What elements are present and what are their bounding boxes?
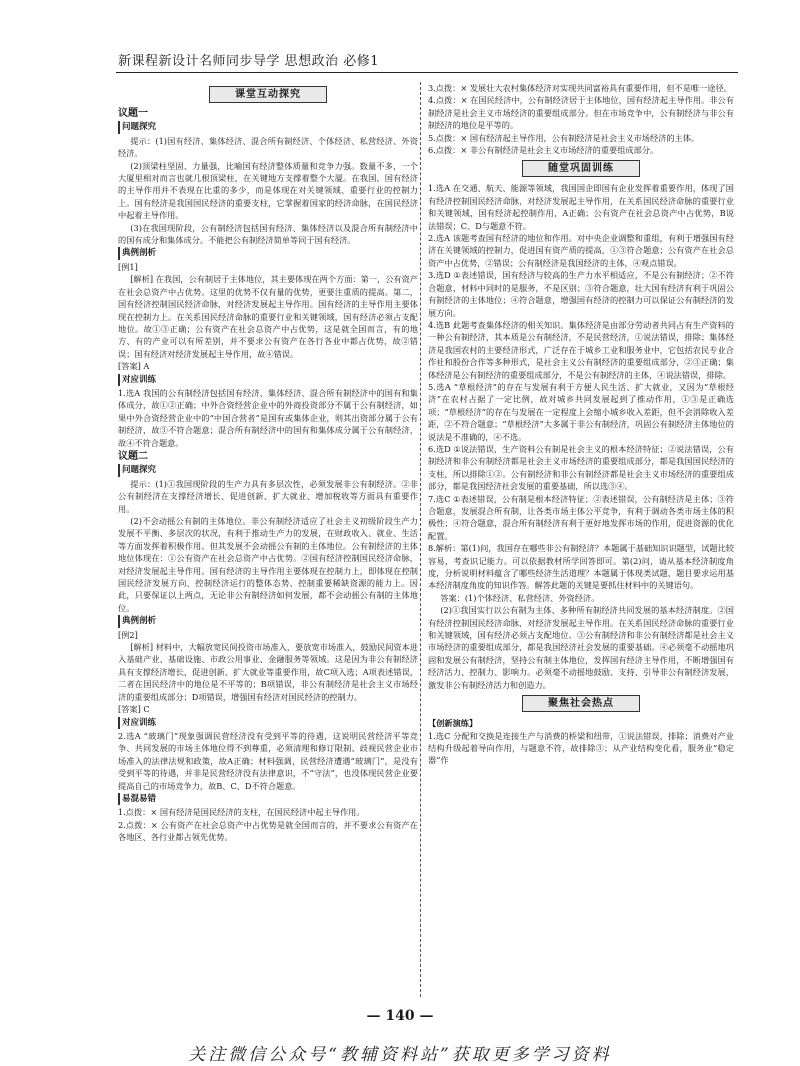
answer: [答案] A <box>118 361 150 372</box>
paragraph: 1.选C 分配和交换是连接生产与消费的桥梁和纽带，①说法错误，排除；消费对产业结构升级起着导向作用，与题意不符，故排除③；从产业结构变化看，服务业“稳定器”作 <box>428 730 734 766</box>
example-tag: [例2] <box>118 629 138 640</box>
paragraph: 3.选D ①表述错误，国有经济与较高的生产力水平相适应，不是公有制经济；②不符合题意，材料中同时的是服务，不是区别；③符合题意，壮大国有经济有利于巩固公有制经济的主体地位；④符合题意，增强国有经济的控制力可以保证公有制经济的发展方向。 <box>428 270 734 318</box>
footer-note: 关注微信公众号“教辅资料站”获取更多学习资料 <box>188 1045 612 1065</box>
label-error: 易混易错 <box>118 793 418 805</box>
column-divider <box>420 82 421 997</box>
paragraph: (3)在我国现阶段，公有制经济包括国有经济、集体经济以及混合所有制经济中的国有成分和集体成分。不能把公有制经济简单等同于国有经济。 <box>118 222 418 246</box>
paragraph: 5.点拨：× 国有经济起主导作用，公有制经济是社会主义市场经济的主体。 <box>428 132 700 143</box>
paragraph: 3.点拨：× 发展壮大农村集体经济对实现共同富裕具有重要作用，但不是唯一途径。 <box>428 83 732 93</box>
paragraph: 2.选A 该题考查国有经济的地位和作用。对中央企业调整和重组，有利于增强国有经济在关键领域的控制力，促进国有资产质的提高，①③符合题意；公有资产在社会总资产中占优势，②错误；公有制经济是我国经济的主体，④观点错误。 <box>428 233 734 268</box>
answer: [答案] C <box>118 704 150 715</box>
paragraph: 答案：(1)个体经济、私营经济、外资经济。 <box>440 592 600 603</box>
paragraph: 提示：(1)国有经济、集体经济、混合所有制经济、个体经济、私营经济、外资经济。 <box>118 135 418 159</box>
section-banner: 随堂巩固训练 <box>522 160 640 177</box>
paragraph: (2)①我国实行以公有制为主体、多种所有制经济共同发展的基本经济制度。②国有经济控制国民经济命脉，对经济发展起主导作用。在关系国民经济命脉的重要行业和关键领域，国有经济必须占支配地位。③公有制经济和非公有制经济都是社会主义市场经济的重要组成部分，都是我国经济社会发展的重要基础。④必须毫不动摇地巩固和发展公有制经济，坚持公有制主体地位，发挥国有经济主导作用，不断增强国有经济活力、控制力、影响力。必须毫不动摇地鼓励、支持、引导非公有制经济发展，激发非公有制经济活力和创造力。 <box>428 605 734 690</box>
paragraph: 2.选A “玻璃门”现象强调民营经济没有受到平等的待遇，这说明民营经济平等竞争、共同发展的市场主体地位得不到尊重，必须清理和修订限制、歧视民营企业市场准入的法律法规和政策，故A正确；材料强调，民营经济遭遇“玻璃门”，是没有受到平等的待遇，并非是民营经济没有法律意识，不“守法”，也没体现民营企业要提高自己的市场竞争力，故B、C、D不符合题意。 <box>118 730 418 791</box>
paragraph: 4.点拨：× 在国民经济中，公有制经济居于主体地位，国有经济起主导作用。非公有制经济是社会主义市场经济的重要组成部分。但在市场竞争中，公有制经济与非公有制经济的地位是平等的。 <box>428 95 734 131</box>
label-training: 对应训练 <box>118 717 418 729</box>
paragraph: 提示：(1)①我国现阶段的生产力具有多层次性，必须发展非公有制经济。②非公有制经济在支撑经济增长、促进创新、扩大就业、增加税收等方面具有重要作用。 <box>118 478 418 514</box>
paragraph: [解析] 材料中，大幅放宽民间投资市场准入，要放宽市场准入，鼓励民间资本进入基础产业、基础设施、市政公用事业、金融服务等领域。这是因为非公有制经济具有支撑经济增长、促进创新、扩大就业等重要作用，故C项入选；A项表述错误，二者在国民经济中的地位是不平等的；B项错误，非公有制经济是社会主义市场经济的重要组成部分；D项错误，增强国有经济对国民经济的控制力。 <box>118 642 418 702</box>
right-column <box>428 82 734 767</box>
paragraph: 6.点拨：× 非公有制经济是社会主义市场经济的重要组成部分。 <box>428 145 659 156</box>
paragraph: 8.解析：第(1)问，我国存在哪些非公有制经济？本题属于基础知识识题型，试题比较容易，考查识记能力。可以依据教材所学回答即可。第(2)问，请从基本经济制度角度，分析说明材料蕴含了哪些经济生活道理？本题属于体现类试题，题目要求运用基本经济制度角度的知识作答。解答此题的关键是要抓住材料中的关键语句。 <box>428 543 734 591</box>
paragraph: 1.选A 在交通、航天、能源等领域，我国国企即国有企业发挥着重要作用，体现了国有经济控制国民经济命脉，对经济发展起主导作用，在关系国民经济命脉的重要行业和关键领域，国有经济起控制作用，A正确；公有资产在社会总资产中占优势，B说法错误；C、D与题意不符。 <box>428 183 734 231</box>
section-banner: 聚焦社会热点 <box>522 695 640 712</box>
paragraph: 7.选C ①表述错误，公有制是根本经济特征；②表述错误，公有制经济是主体；③符合题意，发展混合所有制，让各类市场主体公平竞争，有利于调动各类市场主体的积极性；④符合题意，混合所有制经济有利于更好地发挥市场的作用，促进资源的优化配置。 <box>428 493 734 541</box>
paragraph: (2)顶梁柱坚固、力量强，比喻国有经济整体质量和竞争力强。数量不多，一个大厦里相对而言也就几根顶梁柱，在关键地方支撑着整个大厦。在我国，国有经济的主导作用并不表现在比重的多少，而是体现在对关键领域、重要行业的控制力上。国有经济是我国国民经济的重要支柱，它掌握着国家的经济命脉，在国民经济中起着主导作用。 <box>118 160 418 221</box>
label-question: 问题探究 <box>118 121 418 133</box>
topic-heading: 议题二 <box>118 450 148 462</box>
left-column <box>118 82 418 844</box>
paragraph: 6.选D ①说法错误，生产资料公有制是社会主义的根本经济特征；②说法错误，公有制经济和非公有制经济都是社会主义市场经济的重要组成部分，都是我国国民经济的支柱，所以排除①②。公有制经济和非公有制经济都是社会主义市场经济的重要组成部分，都是我国经济社会发展的重要基础，所以选③④。 <box>428 443 734 492</box>
label-example: 典例剖析 <box>118 247 418 259</box>
example-tag: [例1] <box>118 261 138 272</box>
paragraph: 5.选A “草根经济”的存在与发展有利于方便人民生活、扩大就业，又因为“草根经济”在农村占据了一定比例，故对城乡共同发展起到了推动作用，①③是正确选项；“草根经济”的存在与发展在一定程度上会缩小城乡收入差距，但不会消除收入差距，②不符合题意；“草根经济”大多属于非公有制经济，巩固公有制经济主体地位的说法是不准确的，④不选。 <box>428 381 734 442</box>
paragraph: 4.选B 此题考查集体经济的相关知识。集体经济是由部分劳动者共同占有生产资料的一种公有制经济，其本质是公有制经济，不是民营经济，①说法错误，排除；集体经济是我国农村的主要经济形式，广泛存在于城乡工业和服务业中，它包括农民专业合作社和股份合作等多种形式，是社会主义公有制经济的重要组成部分，②③正确；集体经济是公有制经济的重要组成部分，不是公有制经济的主体，④说法错误，排除。 <box>428 319 734 380</box>
paragraph: 1.点拨：× 国有经济是国民经济的支柱，在国民经济中起主导作用。 <box>118 807 365 818</box>
label-question: 问题探究 <box>118 464 418 476</box>
paragraph: [解析] 在我国，公有制居于主体地位，其主要体现在两个方面：第一，公有资产在社会总资产中占优势。这里的优势不仅有量的优势，更要注重质的提高。第二，国有经济控制国民经济命脉，对经济发展起主导作用。国有经济的主导作用主要体现在控制力上。在关系国民经济命脉的重要行业和关键领域，国有经济必须占支配地位。故①③正确；公有资产在社会总资产中占优势，这是就全国而言，有的地方、有的产业可以有所差别，并不要求公有资产在各行各业中都占优势，故②错误；国有经济对经济发展起主导作用，故④错误。 <box>118 274 418 359</box>
label-innovation: 【创新演练】 <box>428 718 478 729</box>
header-rule <box>116 72 738 73</box>
page-number: — 140 — <box>366 1008 434 1024</box>
label-training: 对应训练 <box>118 374 418 386</box>
section-banner: 课堂互动探究 <box>209 86 327 103</box>
paragraph: 2.点拨：× 公有资产在社会总资产中占优势是就全国而言的，并不要求公有资产在各地区、各行业都占领先优势。 <box>118 819 418 843</box>
paragraph: (2)不会动摇公有制的主体地位。非公有制经济适应了社会主义初级阶段生产力发展不平衡、多层次的状况，有利于推动生产力的发展，在财政收入、就业、生活等方面发挥着积极作用。但其发展不会动摇公有制的主体地位。公有制经济的主体地位体现在：①公有资产在社会总资产中占优势。②国有经济控制国民经济命脉，对经济发展起主导作用。国有经济的主导作用主要体现在控制力上，即体现在控制国民经济发展方向、控制经济运行的整体态势、控制重要稀缺资源的能力上。因此，只要保证以上两点，无论非公有制经济如何发展，都不会动摇公有制的主体地位。 <box>118 516 418 613</box>
label-example: 典例剖析 <box>118 615 418 627</box>
running-header: 新课程新设计名师同步导学 思想政治 必修1 <box>118 54 380 69</box>
paragraph: 1.选A 我国的公有制经济包括国有经济、集体经济、混合所有制经济中的国有和集体成分，故①②正确；中外合资经营企业中的外商投资部分不属于公有制经济，如果中外合资经营企业中的“中国合营者”是国有或集体企业，则其出资部分属于公有制经济，故③不符合题意；混合所有制经济中的国有和集体成分属于公有制经济，故④不符合题意。 <box>118 387 418 448</box>
topic-heading: 议题一 <box>118 108 148 119</box>
